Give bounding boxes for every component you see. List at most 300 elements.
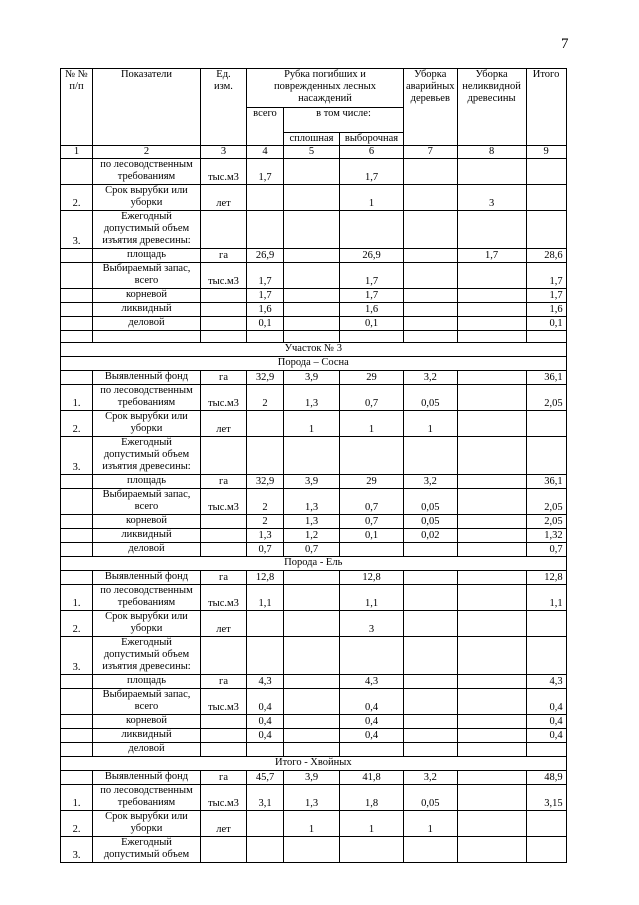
- value-emergency: [404, 715, 458, 729]
- value-emergency: [404, 571, 458, 585]
- unit-cell: [201, 303, 247, 317]
- value-total: 0,1: [247, 317, 284, 331]
- unit-cell: [201, 529, 247, 543]
- indicator-label: [93, 785, 201, 811]
- value-selective: 1: [340, 811, 404, 837]
- value-selective: 0,4: [340, 715, 404, 729]
- table-row: [61, 371, 567, 385]
- indicator-label-text: Срок вырубки или уборки: [105, 411, 188, 434]
- row-number: [61, 489, 93, 515]
- value-sum: 1,7: [526, 289, 566, 303]
- section-title: Участок № 3: [61, 343, 567, 357]
- indicator-label-text: по лесоводственным требованиям: [100, 585, 193, 608]
- value-selective: [340, 211, 404, 249]
- value-clear: 1,3: [284, 489, 340, 515]
- value-clear: 1: [284, 411, 340, 437]
- value-sum: [526, 411, 566, 437]
- value-clear: [284, 185, 340, 211]
- value-illiquid: [457, 289, 526, 303]
- value-selective: 1: [340, 411, 404, 437]
- column-number-cell: 5: [284, 146, 340, 159]
- header-col-including: в том числе:: [284, 108, 404, 133]
- unit-cell: га: [201, 371, 247, 385]
- unit-cell: тыс.м3: [201, 489, 247, 515]
- indicator-label-text: Выявленный фонд: [104, 771, 189, 782]
- value-sum: 2,05: [526, 489, 566, 515]
- value-clear: [284, 303, 340, 317]
- value-selective: 29: [340, 475, 404, 489]
- column-number-cell: 9: [526, 146, 566, 159]
- value-selective: 3: [340, 611, 404, 637]
- value-sum: [526, 743, 566, 757]
- indicator-label: [93, 159, 201, 185]
- unit-cell: га: [201, 675, 247, 689]
- indicator-label: [93, 263, 201, 289]
- table-row: [61, 211, 567, 249]
- unit-cell: [201, 211, 247, 249]
- value-total: 1,6: [247, 303, 284, 317]
- value-emergency: [404, 837, 458, 863]
- value-emergency: 0,05: [404, 785, 458, 811]
- value-sum: 36,1: [526, 475, 566, 489]
- value-sum: 48,9: [526, 771, 566, 785]
- value-clear: [284, 585, 340, 611]
- row-number: 3.: [61, 437, 93, 475]
- value-sum: 2,05: [526, 385, 566, 411]
- value-clear: 0,7: [284, 543, 340, 557]
- value-total: 4,3: [247, 675, 284, 689]
- table-row: [61, 729, 567, 743]
- row-number: 1.: [61, 385, 93, 411]
- value-clear: [284, 837, 340, 863]
- table-row: [61, 303, 567, 317]
- indicator-label: [93, 303, 201, 317]
- unit-cell: [201, 837, 247, 863]
- row-number: [61, 317, 93, 331]
- table-row: [61, 489, 567, 515]
- value-total: 2: [247, 385, 284, 411]
- value-clear: [284, 317, 340, 331]
- header-col-felling-group: Рубка погибших и поврежденных лесных насаждений: [247, 69, 404, 108]
- value-total: 12,8: [247, 571, 284, 585]
- indicator-label-text: деловой: [128, 743, 165, 754]
- column-number-cell: 4: [247, 146, 284, 159]
- table-row: [61, 837, 567, 863]
- value-sum: [526, 185, 566, 211]
- row-number: 3.: [61, 837, 93, 863]
- unit-cell: тыс.м3: [201, 263, 247, 289]
- unit-cell: [201, 729, 247, 743]
- value-illiquid: [457, 371, 526, 385]
- section-row: [61, 357, 567, 371]
- value-total: 1,3: [247, 529, 284, 543]
- value-illiquid: [457, 489, 526, 515]
- indicator-label: [93, 585, 201, 611]
- value-clear: [284, 159, 340, 185]
- indicator-label: [93, 317, 201, 331]
- table-row: [61, 611, 567, 637]
- value-illiquid: [457, 515, 526, 529]
- value-selective: 1,7: [340, 159, 404, 185]
- value-selective: 12,8: [340, 571, 404, 585]
- row-number: [61, 515, 93, 529]
- value-emergency: [404, 729, 458, 743]
- indicator-label: [93, 437, 201, 475]
- indicator-label-text: Ежегодный допустимый объем изъятия древесины:: [102, 637, 191, 672]
- value-selective: 0,7: [340, 489, 404, 515]
- header-col-indicators: Показатели: [93, 69, 201, 146]
- value-illiquid: [457, 611, 526, 637]
- row-number: [61, 303, 93, 317]
- header-col-illiquid-wood: Уборка неликвидной древесины: [457, 69, 526, 146]
- value-selective: 1,7: [340, 263, 404, 289]
- value-selective: 0,1: [340, 529, 404, 543]
- value-sum: [526, 159, 566, 185]
- indicator-label-text: площадь: [127, 675, 166, 686]
- value-clear: 3,9: [284, 771, 340, 785]
- indicator-label-text: Срок вырубки или уборки: [105, 611, 188, 634]
- value-total: 1,7: [247, 289, 284, 303]
- value-selective: 0,7: [340, 385, 404, 411]
- value-selective: 0,7: [340, 515, 404, 529]
- value-illiquid: [457, 437, 526, 475]
- row-number: [61, 715, 93, 729]
- value-emergency: [404, 675, 458, 689]
- value-selective: 0,4: [340, 689, 404, 715]
- row-number: [61, 743, 93, 757]
- value-selective: [340, 743, 404, 757]
- value-emergency: [404, 611, 458, 637]
- value-clear: 1: [284, 811, 340, 837]
- indicator-label: [93, 837, 201, 863]
- header-col-all: всего: [247, 108, 284, 146]
- value-emergency: 3,2: [404, 475, 458, 489]
- row-number: [61, 689, 93, 715]
- unit-cell: тыс.м3: [201, 585, 247, 611]
- unit-cell: га: [201, 571, 247, 585]
- value-selective: [340, 543, 404, 557]
- section-row: [61, 557, 567, 571]
- value-total: 0,4: [247, 689, 284, 715]
- value-emergency: 3,2: [404, 371, 458, 385]
- header-col-total: Итого: [526, 69, 566, 146]
- value-illiquid: [457, 715, 526, 729]
- indicator-label: [93, 637, 201, 675]
- value-sum: 1,7: [526, 263, 566, 289]
- value-emergency: [404, 543, 458, 557]
- value-illiquid: [457, 637, 526, 675]
- value-selective: 1,6: [340, 303, 404, 317]
- value-sum: [526, 211, 566, 249]
- indicator-label: [93, 249, 201, 263]
- value-emergency: [404, 289, 458, 303]
- indicator-label: [93, 475, 201, 489]
- row-number: 1.: [61, 785, 93, 811]
- empty-cell: [247, 331, 284, 343]
- row-number: [61, 729, 93, 743]
- value-total: 32,9: [247, 371, 284, 385]
- value-emergency: 1: [404, 811, 458, 837]
- row-number: [61, 475, 93, 489]
- indicator-label-text: ликвидный: [121, 303, 172, 314]
- value-total: 0,4: [247, 715, 284, 729]
- table-row: [61, 585, 567, 611]
- value-illiquid: [457, 675, 526, 689]
- unit-cell: [201, 317, 247, 331]
- value-total: [247, 743, 284, 757]
- header-col-units: Ед. изм.: [201, 69, 247, 146]
- indicator-label-text: корневой: [125, 515, 168, 526]
- value-sum: 12,8: [526, 571, 566, 585]
- table-row: [61, 263, 567, 289]
- value-illiquid: [457, 571, 526, 585]
- value-illiquid: [457, 811, 526, 837]
- row-number: [61, 571, 93, 585]
- value-illiquid: [457, 475, 526, 489]
- indicator-label: [93, 289, 201, 303]
- table-row: [61, 331, 567, 343]
- value-emergency: 0,05: [404, 515, 458, 529]
- value-emergency: 1: [404, 411, 458, 437]
- value-sum: 1,6: [526, 303, 566, 317]
- table-row: [61, 675, 567, 689]
- header-col-selective-felling: выборочная: [340, 133, 404, 146]
- table-row: [61, 771, 567, 785]
- value-emergency: [404, 159, 458, 185]
- indicator-label-text: Срок вырубки или уборки: [105, 811, 188, 834]
- value-clear: [284, 289, 340, 303]
- forestry-table: [60, 68, 567, 863]
- value-total: [247, 637, 284, 675]
- value-total: [247, 611, 284, 637]
- section-title: Итого - Хвойных: [61, 757, 567, 771]
- unit-cell: га: [201, 475, 247, 489]
- value-emergency: [404, 743, 458, 757]
- value-total: 2: [247, 489, 284, 515]
- value-emergency: [404, 249, 458, 263]
- table-row: [61, 515, 567, 529]
- value-emergency: [404, 303, 458, 317]
- table-row: [61, 437, 567, 475]
- empty-cell: [93, 331, 201, 343]
- unit-cell: [201, 637, 247, 675]
- value-sum: 3,15: [526, 785, 566, 811]
- value-illiquid: [457, 743, 526, 757]
- unit-cell: [201, 543, 247, 557]
- unit-cell: тыс.м3: [201, 785, 247, 811]
- value-illiquid: [457, 317, 526, 331]
- indicator-label-text: по лесоводственным требованиям: [100, 785, 193, 808]
- value-selective: 1: [340, 185, 404, 211]
- indicator-label: [93, 675, 201, 689]
- value-sum: 0,4: [526, 729, 566, 743]
- value-total: 2: [247, 515, 284, 529]
- row-number: [61, 289, 93, 303]
- unit-cell: га: [201, 771, 247, 785]
- empty-cell: [61, 331, 93, 343]
- value-emergency: [404, 185, 458, 211]
- value-sum: [526, 611, 566, 637]
- section-row: [61, 343, 567, 357]
- value-selective: 0,4: [340, 729, 404, 743]
- value-selective: 0,1: [340, 317, 404, 331]
- row-number: [61, 371, 93, 385]
- row-number: 3.: [61, 211, 93, 249]
- unit-cell: тыс.м3: [201, 159, 247, 185]
- value-total: 3,1: [247, 785, 284, 811]
- value-illiquid: [457, 385, 526, 411]
- column-number-cell: 3: [201, 146, 247, 159]
- value-sum: 2,05: [526, 515, 566, 529]
- value-clear: [284, 743, 340, 757]
- indicator-label: [93, 771, 201, 785]
- value-total: 0,4: [247, 729, 284, 743]
- value-illiquid: [457, 411, 526, 437]
- value-total: 45,7: [247, 771, 284, 785]
- table-row: [61, 289, 567, 303]
- indicator-label-text: по лесоводственным требованиям: [100, 385, 193, 408]
- table-row: [61, 811, 567, 837]
- empty-cell: [457, 331, 526, 343]
- empty-cell: [201, 331, 247, 343]
- value-clear: [284, 249, 340, 263]
- table-row: [61, 571, 567, 585]
- table-row: [61, 475, 567, 489]
- value-illiquid: [457, 303, 526, 317]
- value-sum: 1,1: [526, 585, 566, 611]
- value-clear: 1,3: [284, 785, 340, 811]
- indicator-label: [93, 489, 201, 515]
- indicator-label: [93, 411, 201, 437]
- value-total: [247, 211, 284, 249]
- table-row: [61, 689, 567, 715]
- row-number: [61, 263, 93, 289]
- indicator-label-text: ликвидный: [121, 529, 172, 540]
- value-illiquid: [457, 159, 526, 185]
- indicator-label-text: площадь: [127, 475, 166, 486]
- indicator-label: [93, 743, 201, 757]
- empty-cell: [404, 331, 458, 343]
- value-clear: 3,9: [284, 475, 340, 489]
- value-emergency: 0,05: [404, 489, 458, 515]
- column-number-cell: 6: [340, 146, 404, 159]
- value-illiquid: [457, 771, 526, 785]
- unit-cell: [201, 515, 247, 529]
- value-clear: [284, 637, 340, 675]
- value-total: 1,1: [247, 585, 284, 611]
- value-clear: [284, 611, 340, 637]
- indicator-label: [93, 729, 201, 743]
- column-number-cell: 7: [404, 146, 458, 159]
- value-emergency: [404, 585, 458, 611]
- value-illiquid: [457, 263, 526, 289]
- row-number: [61, 159, 93, 185]
- header-col-clear-felling: сплошная: [284, 133, 340, 146]
- indicator-label-text: Срок вырубки или уборки: [105, 185, 188, 208]
- unit-cell: [201, 715, 247, 729]
- value-illiquid: [457, 729, 526, 743]
- indicator-label: [93, 515, 201, 529]
- table-row: [61, 743, 567, 757]
- indicator-label: [93, 611, 201, 637]
- unit-cell: лет: [201, 811, 247, 837]
- indicator-label-text: Ежегодный допустимый объем: [103, 837, 190, 860]
- value-emergency: [404, 689, 458, 715]
- indicator-label: [93, 371, 201, 385]
- unit-cell: лет: [201, 611, 247, 637]
- indicator-label: [93, 715, 201, 729]
- indicator-label-text: Выбираемый запас, всего: [102, 489, 191, 512]
- value-total: [247, 185, 284, 211]
- value-selective: 1,8: [340, 785, 404, 811]
- row-number: 2.: [61, 811, 93, 837]
- value-illiquid: 3: [457, 185, 526, 211]
- value-sum: [526, 811, 566, 837]
- indicator-label: [93, 529, 201, 543]
- row-number: 1.: [61, 585, 93, 611]
- value-illiquid: [457, 529, 526, 543]
- value-total: [247, 411, 284, 437]
- section-title: Порода – Сосна: [61, 357, 567, 371]
- value-clear: [284, 571, 340, 585]
- empty-cell: [526, 331, 566, 343]
- value-selective: 4,3: [340, 675, 404, 689]
- indicator-label: [93, 689, 201, 715]
- value-sum: 36,1: [526, 371, 566, 385]
- indicator-label-text: корневой: [125, 715, 168, 726]
- value-sum: 0,7: [526, 543, 566, 557]
- value-sum: 0,4: [526, 689, 566, 715]
- value-clear: 1,3: [284, 515, 340, 529]
- value-emergency: [404, 211, 458, 249]
- unit-cell: [201, 743, 247, 757]
- indicator-label-text: Выявленный фонд: [104, 571, 189, 582]
- value-illiquid: 1,7: [457, 249, 526, 263]
- value-clear: [284, 689, 340, 715]
- table-row: [61, 529, 567, 543]
- value-emergency: [404, 263, 458, 289]
- page-number: 7: [561, 36, 569, 52]
- value-total: 0,7: [247, 543, 284, 557]
- row-number: 2.: [61, 185, 93, 211]
- value-total: 32,9: [247, 475, 284, 489]
- unit-cell: га: [201, 249, 247, 263]
- indicator-label: [93, 811, 201, 837]
- value-total: [247, 837, 284, 863]
- value-total: [247, 437, 284, 475]
- unit-cell: лет: [201, 411, 247, 437]
- value-emergency: [404, 317, 458, 331]
- indicator-label: [93, 543, 201, 557]
- row-number: [61, 249, 93, 263]
- value-sum: 1,32: [526, 529, 566, 543]
- value-clear: [284, 729, 340, 743]
- value-sum: 0,1: [526, 317, 566, 331]
- value-sum: 28,6: [526, 249, 566, 263]
- column-number-cell: 2: [93, 146, 201, 159]
- row-number: 3.: [61, 637, 93, 675]
- table-row: [61, 715, 567, 729]
- value-clear: [284, 715, 340, 729]
- value-sum: 0,4: [526, 715, 566, 729]
- indicator-label-text: Ежегодный допустимый объем изъятия древесины:: [102, 437, 191, 472]
- table-row: [61, 411, 567, 437]
- indicator-label-text: площадь: [127, 249, 166, 260]
- value-emergency: 0,02: [404, 529, 458, 543]
- value-sum: [526, 437, 566, 475]
- indicator-label-text: Ежегодный допустимый объем изъятия древесины:: [102, 211, 191, 246]
- value-clear: 1,2: [284, 529, 340, 543]
